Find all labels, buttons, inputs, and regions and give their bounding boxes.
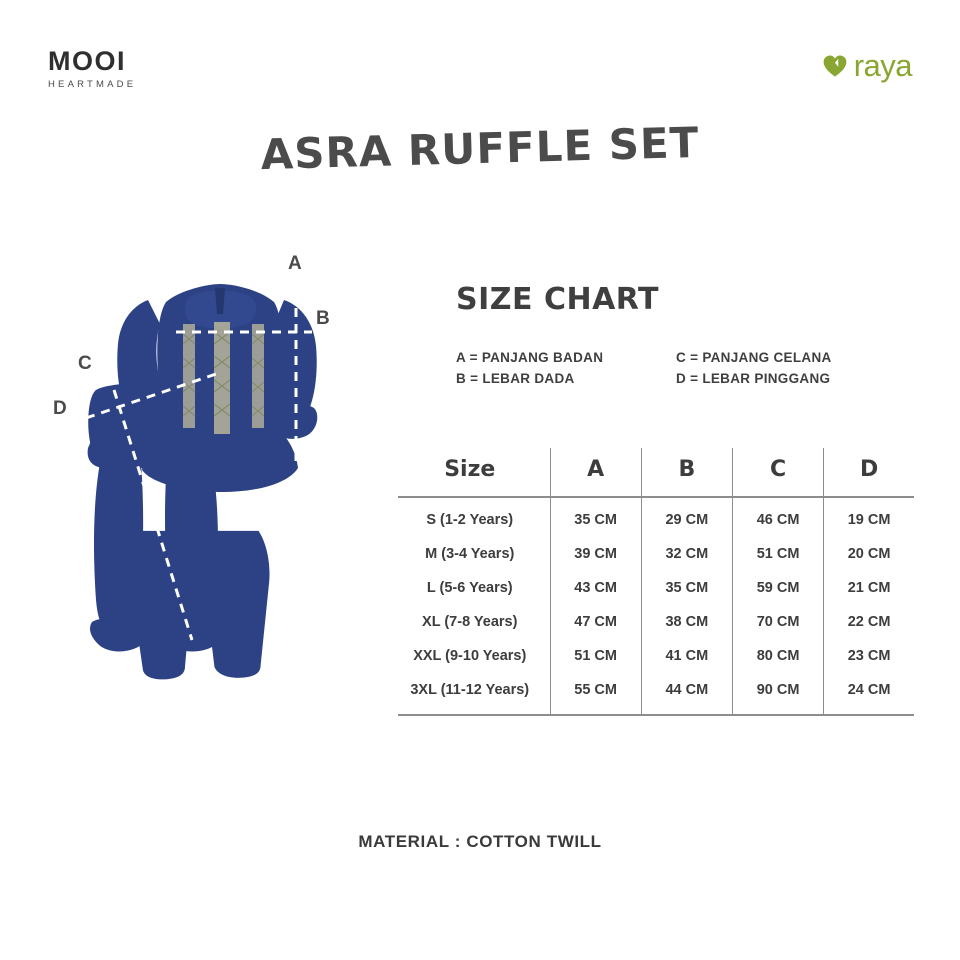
cell-a: 47 CM bbox=[550, 605, 641, 639]
measurement-legend bbox=[456, 350, 886, 386]
legend-item: A = PANJANG BADAN bbox=[456, 350, 604, 365]
cell-b: 38 CM bbox=[641, 605, 732, 639]
cell-d: 21 CM bbox=[824, 571, 914, 605]
cell-b: 32 CM bbox=[641, 537, 732, 571]
brand-name: MOOI bbox=[48, 46, 126, 76]
table-row bbox=[398, 497, 914, 537]
cell-c: 90 CM bbox=[732, 673, 823, 715]
cell-a: 35 CM bbox=[550, 497, 641, 537]
blouse-shape bbox=[115, 284, 317, 492]
dimension-label-d: D bbox=[53, 398, 67, 419]
column-header-c: C bbox=[732, 448, 823, 497]
cell-a: 55 CM bbox=[550, 673, 641, 715]
cell-b: 35 CM bbox=[641, 571, 732, 605]
cell-c: 59 CM bbox=[732, 571, 823, 605]
size-table bbox=[398, 448, 914, 716]
cell-a: 39 CM bbox=[550, 537, 641, 571]
cell-d: 20 CM bbox=[824, 537, 914, 571]
cell-size: XL (7-8 Years) bbox=[422, 614, 518, 630]
column-header-b: B bbox=[641, 448, 732, 497]
cell-size: S (1-2 Years) bbox=[426, 512, 514, 528]
cell-d: 23 CM bbox=[824, 639, 914, 673]
cell-size: M (3-4 Years) bbox=[425, 546, 515, 562]
column-header-size: Size bbox=[444, 457, 496, 482]
table-row bbox=[398, 605, 914, 639]
brand-tagline: HEARTMADE bbox=[48, 79, 137, 90]
column-header-d: D bbox=[824, 448, 914, 497]
cell-size: 3XL (11-12 Years) bbox=[410, 682, 530, 698]
size-chart-heading: SIZE CHART bbox=[456, 282, 660, 317]
cell-b: 44 CM bbox=[641, 673, 732, 715]
table-row bbox=[398, 673, 914, 715]
table-row bbox=[398, 537, 914, 571]
dimension-label-a: A bbox=[288, 253, 302, 274]
heart-icon bbox=[822, 53, 848, 79]
cell-d: 24 CM bbox=[824, 673, 914, 715]
cell-b: 41 CM bbox=[641, 639, 732, 673]
brand-logo bbox=[48, 48, 136, 90]
table-row bbox=[398, 639, 914, 673]
page-title: ASRA RUFFLE SET bbox=[260, 117, 700, 180]
garment-illustration bbox=[40, 240, 420, 690]
cell-a: 43 CM bbox=[550, 571, 641, 605]
cell-c: 51 CM bbox=[732, 537, 823, 571]
cell-c: 46 CM bbox=[732, 497, 823, 537]
legend-item: C = PANJANG CELANA bbox=[676, 350, 832, 365]
header bbox=[48, 44, 912, 100]
cell-size: L (5-6 Years) bbox=[426, 580, 513, 596]
cell-b: 29 CM bbox=[641, 497, 732, 537]
legend-item: D = LEBAR PINGGANG bbox=[676, 371, 831, 386]
partner-logo bbox=[822, 50, 912, 81]
dimension-label-b: B bbox=[316, 308, 330, 329]
cell-d: 22 CM bbox=[824, 605, 914, 639]
cell-d: 19 CM bbox=[824, 497, 914, 537]
cell-a: 51 CM bbox=[550, 639, 641, 673]
partner-name: raya bbox=[853, 48, 912, 83]
table-row bbox=[398, 571, 914, 605]
legend-item: B = LEBAR DADA bbox=[456, 371, 575, 386]
column-header-a: A bbox=[550, 448, 641, 497]
table-header-row bbox=[398, 448, 914, 497]
cell-c: 80 CM bbox=[732, 639, 823, 673]
dimension-label-c: C bbox=[78, 353, 92, 374]
cell-c: 70 CM bbox=[732, 605, 823, 639]
cell-size: XXL (9-10 Years) bbox=[413, 648, 527, 664]
material-note: MATERIAL : COTTON TWILL bbox=[358, 832, 602, 851]
